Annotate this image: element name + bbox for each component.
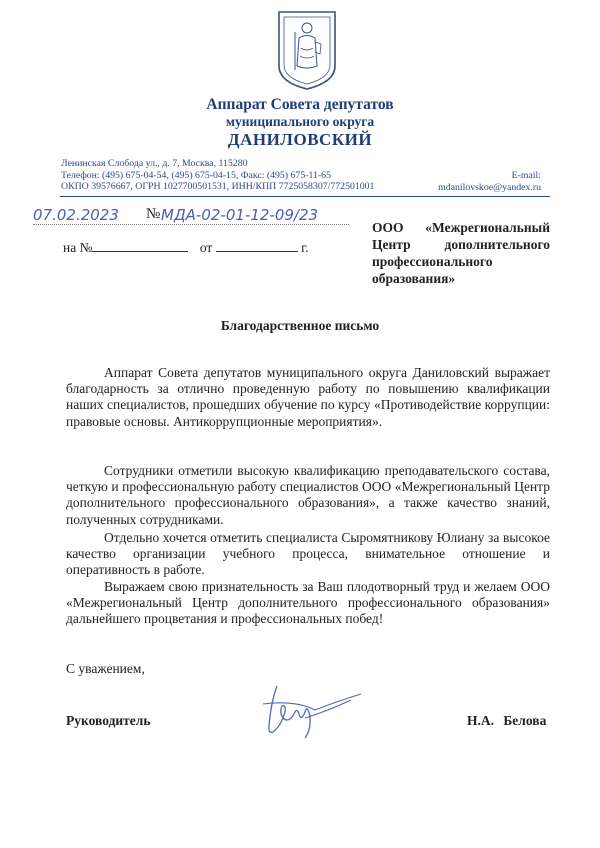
- paragraph-text: Отдельно хочется отметить специалиста Сыромятникову Юлиану за высокое качество организации учебного процесса, внимательное отношение и оперативность в работе.: [66, 530, 550, 578]
- reference-prefix: на №: [63, 240, 93, 255]
- email-label: E-mail:: [511, 170, 541, 181]
- address: Ленинская Слобода ул., д. 7, Москва, 115280: [61, 158, 248, 169]
- reference-date-blank: [216, 241, 298, 252]
- signer-name: Н.А. Белова: [467, 713, 547, 728]
- outgoing-date: 07.02.2023: [33, 206, 119, 224]
- phones: Телефон: (495) 675-04-54, (495) 675-04-15, Факс: (495) 675-11-65: [61, 169, 331, 181]
- organization-subtitle: муниципального округа: [225, 114, 375, 129]
- letter-paragraph: [66, 463, 550, 528]
- recipient-line: профессионального: [372, 254, 493, 269]
- reference-number-blank: [92, 241, 188, 252]
- signer-position: Руководитель: [66, 713, 151, 728]
- registry-codes: ОКПО 39576667, ОГРН 1027700501531, ИНН/КПП 7725058307/772501001: [61, 181, 375, 193]
- paragraph-text: Сотрудники отметили высокую квалификацию преподавательского состава, четкую и профессиональную работу специалистов ООО «Межрегиональный Центр дополнительного профессионального образования», а также качество знаний, полученных сотрудниками.: [66, 463, 550, 527]
- email-address[interactable]: mdanilovskoe@yandex.ru: [438, 181, 541, 193]
- organization-name: Аппарат Совета депутатов: [206, 96, 394, 113]
- outgoing-dotted-line: [33, 224, 349, 225]
- recipient-block: [372, 219, 550, 287]
- contact-block: [61, 158, 374, 193]
- recipient-line: Центр дополнительного: [372, 237, 550, 252]
- outgoing-number-sign: №: [146, 206, 161, 222]
- email-block: [438, 170, 541, 193]
- letter-paragraph: [66, 530, 550, 579]
- district-name: ДАНИЛОВСКИЙ: [227, 130, 373, 149]
- paragraph-text: Выражаем свою признательность за Ваш плодотворный труд и желаем ООО «Межрегиональный Центр дополнительного профессионального образования» дальнейшего процветания и профессиональных побед!: [66, 579, 550, 627]
- outgoing-number: МДА-02-01-12-09/23: [161, 206, 319, 224]
- recipient-line: ООО «Межрегиональный: [372, 220, 550, 235]
- reference-line: [63, 240, 308, 256]
- recipient-line: образования»: [372, 271, 456, 286]
- letter-title: Благодарственное письмо: [220, 318, 380, 333]
- letter-paragraph: [66, 365, 550, 430]
- salutation: С уважением,: [66, 661, 145, 676]
- coat-of-arms-icon: [275, 8, 339, 92]
- paragraph-text: Аппарат Совета депутатов муниципального округа Даниловский выражает благодарность за отлично проведенную работу по повышению квалификации наших специалистов, прошедших обучение по курсу «Противодействие коррупции: правовые основы. Антикоррупционные мероприятия».: [66, 365, 550, 429]
- header-divider: [60, 196, 550, 197]
- letter-paragraph: [66, 579, 550, 628]
- reference-from: от: [199, 240, 213, 255]
- handwritten-signature: [255, 682, 365, 740]
- reference-suffix: г.: [301, 240, 309, 255]
